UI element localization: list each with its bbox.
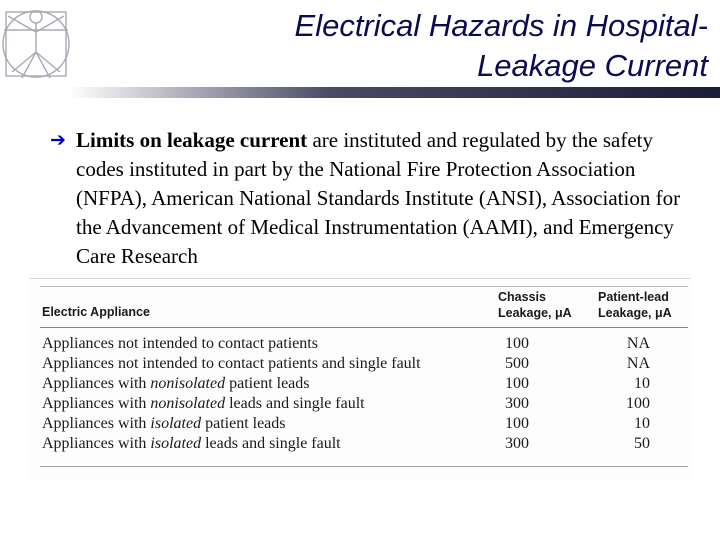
chassis-cell: 500 [505, 355, 529, 372]
appliance-cell [42, 434, 341, 454]
patient-cell: 100 [626, 395, 650, 412]
table-body [42, 334, 688, 454]
header-electric-appliance: Electric Appliance [42, 305, 150, 319]
header-patient-line-1: Patient-lead [598, 290, 669, 304]
table-row [42, 414, 688, 434]
patient-cell: NA [626, 355, 650, 372]
chassis-cell: 300 [505, 435, 529, 452]
patient-cell: NA [626, 335, 650, 352]
chassis-cell: 100 [505, 415, 529, 432]
appliance-cell [42, 374, 310, 394]
header-chassis-line-2: Leakage, μA [498, 306, 572, 320]
appliance-cell [42, 334, 318, 354]
appliance-text: Appliances not intended to contact patients and single fault [42, 355, 421, 372]
chassis-cell: 100 [505, 375, 529, 392]
patient-cell: 10 [634, 415, 650, 432]
appliance-text: Appliances with [42, 395, 151, 412]
appliance-text: Appliances with [42, 435, 151, 452]
slide-title-line-2: Leakage Current [477, 48, 708, 83]
header-patient-line-2: Leakage, μA [598, 306, 672, 320]
patient-cell: 50 [634, 435, 650, 452]
title-divider [70, 87, 720, 98]
curved-arrow-icon: ➔ [50, 129, 66, 151]
scan-rule-top [30, 278, 690, 279]
table-bottom-rule [40, 466, 688, 467]
appliance-text: Appliances with [42, 375, 151, 392]
appliance-text: Appliances with [42, 415, 151, 432]
bullet-body-text: are instituted and regulated by the safety codes instituted in part by the National Fire Protection Association (NFPA), American National Standards Institute (ANSI), Association for the Advancement of Medical Instrumentation (AAMI), and Emergency Care Research [76, 128, 681, 268]
appliance-emphasis: isolated [150, 435, 202, 452]
slide-title [148, 6, 708, 86]
appliance-text-end: patient leads [201, 415, 286, 432]
leakage-limits-table [30, 274, 690, 480]
appliance-text-end: patient leads [225, 375, 310, 392]
bullet-paragraph [50, 126, 700, 271]
appliance-text-end: leads and single fault [201, 435, 341, 452]
bullet-bold-text: Limits on leakage current [76, 128, 308, 152]
appliance-cell [42, 394, 365, 414]
appliance-cell [42, 414, 286, 434]
table-row [42, 354, 688, 374]
table-row [42, 394, 688, 414]
chassis-cell: 100 [505, 335, 529, 352]
table-row [42, 334, 688, 354]
appliance-emphasis: nonisolated [150, 395, 226, 412]
table-row [42, 374, 688, 394]
appliance-cell [42, 354, 421, 374]
chassis-cell: 300 [505, 395, 529, 412]
appliance-emphasis: isolated [150, 415, 202, 432]
header-chassis-line-1: Chassis [498, 290, 546, 304]
slide-title-line-1: Electrical Hazards in Hospital- [294, 8, 708, 43]
table-row [42, 434, 688, 454]
patient-cell: 10 [634, 375, 650, 392]
appliance-text: Appliances not intended to contact patients [42, 335, 318, 352]
header-chassis-leakage [498, 289, 572, 321]
appliance-text-end: leads and single fault [225, 395, 365, 412]
table-header [40, 286, 688, 328]
vitruvian-man-icon [0, 0, 72, 90]
header-patient-lead-leakage [598, 289, 672, 321]
bullet-text [76, 126, 700, 271]
appliance-emphasis: nonisolated [150, 375, 226, 392]
